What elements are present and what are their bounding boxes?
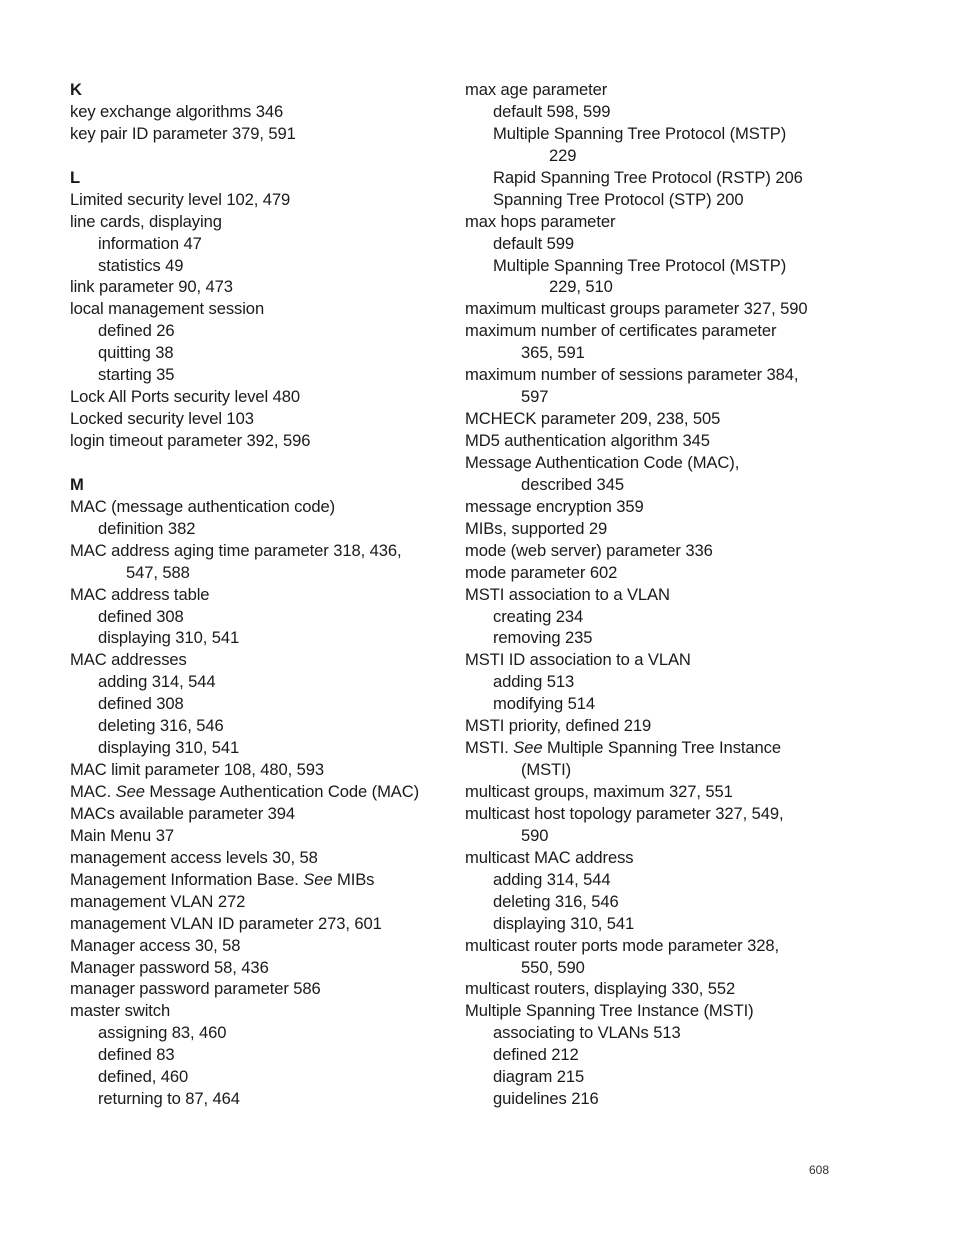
index-entry-continuation: 365, 591 [521,343,585,363]
index-entry-continuation: 547, 588 [126,562,190,582]
index-subentry: modifying 514 [493,694,596,714]
index-subentry: returning to 87, 464 [98,1089,240,1109]
index-entry: maximum number of certificates parameter [465,321,777,341]
index-spacer [70,452,440,474]
index-cross-reference [70,869,440,891]
index-subentry: Spanning Tree Protocol (STP) 200 [493,189,744,209]
see-keyword: See [115,782,145,801]
index-entry: Main Menu 37 [70,825,174,845]
see-target: Message Authentication Code (MAC) [144,782,420,801]
index-entry: multicast host topology parameter 327, 549, [465,803,784,823]
index-term: MSTI. [465,738,514,758]
index-entry: MIBs, supported 29 [465,518,608,538]
index-subentry: defined 83 [98,1045,175,1065]
index-entry: multicast groups, maximum 327, 551 [465,782,733,801]
see-target: Multiple Spanning Tree Instance [542,738,781,758]
index-entry: multicast routers, displaying 330, 552 [465,979,736,999]
index-cross-reference [70,781,440,803]
index-entry: mode parameter 602 [465,562,618,582]
index-entry: link parameter 90, 473 [70,277,233,297]
index-entry-continuation: described 345 [521,474,624,494]
index-entry: management VLAN 272 [70,891,246,911]
index-entry: maximum number of sessions parameter 384, [465,365,799,385]
index-entry: MAC address aging time parameter 318, 436, [70,540,402,560]
index-subentry: default 599 [493,233,575,253]
index-subentry: associating to VLANs 513 [493,1023,681,1043]
index-entry: MSTI priority, defined 219 [465,716,652,736]
index-subentry: defined 308 [98,694,184,714]
index-term: Management Information Base. [70,869,304,889]
index-entry: MACs available parameter 394 [70,803,296,823]
see-keyword: See [513,738,543,758]
index-entry-continuation: (MSTI) [521,760,572,780]
index-entry: mode (web server) parameter 336 [465,540,713,560]
index-section-letter: L [70,167,81,187]
index-entry: MAC limit parameter 108, 480, 593 [70,760,325,780]
index-entry: MD5 authentication algorithm 345 [465,431,710,450]
index-entry: multicast router ports mode parameter 328, [465,935,779,955]
index-entry: local management session [70,299,265,319]
index-entry-continuation: 550, 590 [521,957,585,977]
index-subentry: deleting 316, 546 [98,716,224,736]
index-cross-reference [465,737,885,759]
index-section-letter: M [70,474,84,494]
index-subentry: Multiple Spanning Tree Protocol (MSTP) [493,255,787,275]
index-entry: MAC address table [70,584,210,604]
index-subentry: displaying 310, 541 [493,913,635,933]
index-column-right [465,79,885,1110]
index-subentry: deleting 316, 546 [493,891,619,911]
index-subentry: Rapid Spanning Tree Protocol (RSTP) 206 [493,167,803,187]
index-entry: Message Authentication Code (MAC), [465,452,740,472]
index-entry: key pair ID parameter 379, 591 [70,123,296,143]
see-target: MIBs [332,869,375,889]
index-section-letter: K [70,80,82,99]
index-subentry: quitting 38 [98,343,174,363]
index-entry: MSTI ID association to a VLAN [465,650,691,670]
index-entry: management VLAN ID parameter 273, 601 [70,913,382,933]
index-subentry: defined 308 [98,606,184,626]
index-entry: maximum multicast groups parameter 327, 590 [465,299,808,319]
index-subentry: Multiple Spanning Tree Protocol (MSTP) [493,123,787,143]
index-subentry: defined, 460 [98,1067,189,1087]
see-keyword: See [303,869,333,889]
index-entry: key exchange algorithms 346 [70,101,284,121]
index-entry: multicast MAC address [465,847,634,867]
index-subentry: definition 382 [98,518,196,538]
index-entry: Manager password 58, 436 [70,957,269,977]
index-entry: MCHECK parameter 209, 238, 505 [465,409,721,429]
index-subentry: adding 513 [493,672,575,692]
index-entry-continuation: 590 [521,825,549,845]
index-entry: Limited security level 102, 479 [70,189,291,209]
index-spacer [70,145,440,167]
index-entry: MAC addresses [70,650,187,670]
index-subentry: starting 35 [98,365,175,385]
index-term: MAC. [70,782,116,801]
index-entry: Locked security level 103 [70,409,254,429]
index-entry: max hops parameter [465,211,616,231]
index-entry: Lock All Ports security level 480 [70,387,301,407]
index-entry: MAC (message authentication code) [70,496,336,516]
index-entry: max age parameter [465,80,608,99]
index-subentry: default 598, 599 [493,101,611,121]
index-subentry: displaying 310, 541 [98,738,240,758]
index-entry: message encryption 359 [465,496,644,516]
index-subentry: defined 26 [98,321,175,341]
index-entry: Multiple Spanning Tree Instance (MSTI) [465,1001,754,1021]
index-entry-continuation: 229, 510 [549,277,613,297]
index-entry: MSTI association to a VLAN [465,584,670,604]
index-entry: management access levels 30, 58 [70,847,318,867]
index-subentry: displaying 310, 541 [98,628,240,648]
index-entry: master switch [70,1001,171,1021]
index-entry: login timeout parameter 392, 596 [70,431,311,450]
index-entry-continuation: 597 [521,387,549,407]
index-entry: manager password parameter 586 [70,979,321,999]
index-subentry: statistics 49 [98,255,184,275]
index-subentry: creating 234 [493,606,584,626]
index-subentry: information 47 [98,233,202,253]
index-subentry: diagram 215 [493,1067,585,1087]
index-subentry: defined 212 [493,1045,579,1065]
index-column-left [70,79,440,1110]
page-number: 608 [809,1163,830,1177]
index-entry: Manager access 30, 58 [70,935,241,955]
index-subentry: removing 235 [493,628,593,648]
index-entry: line cards, displaying [70,211,222,231]
index-subentry: adding 314, 544 [98,672,216,692]
index-subentry: adding 314, 544 [493,869,611,889]
index-subentry: guidelines 216 [493,1089,599,1109]
index-entry-continuation: 229 [549,145,577,165]
index-subentry: assigning 83, 460 [98,1023,227,1043]
